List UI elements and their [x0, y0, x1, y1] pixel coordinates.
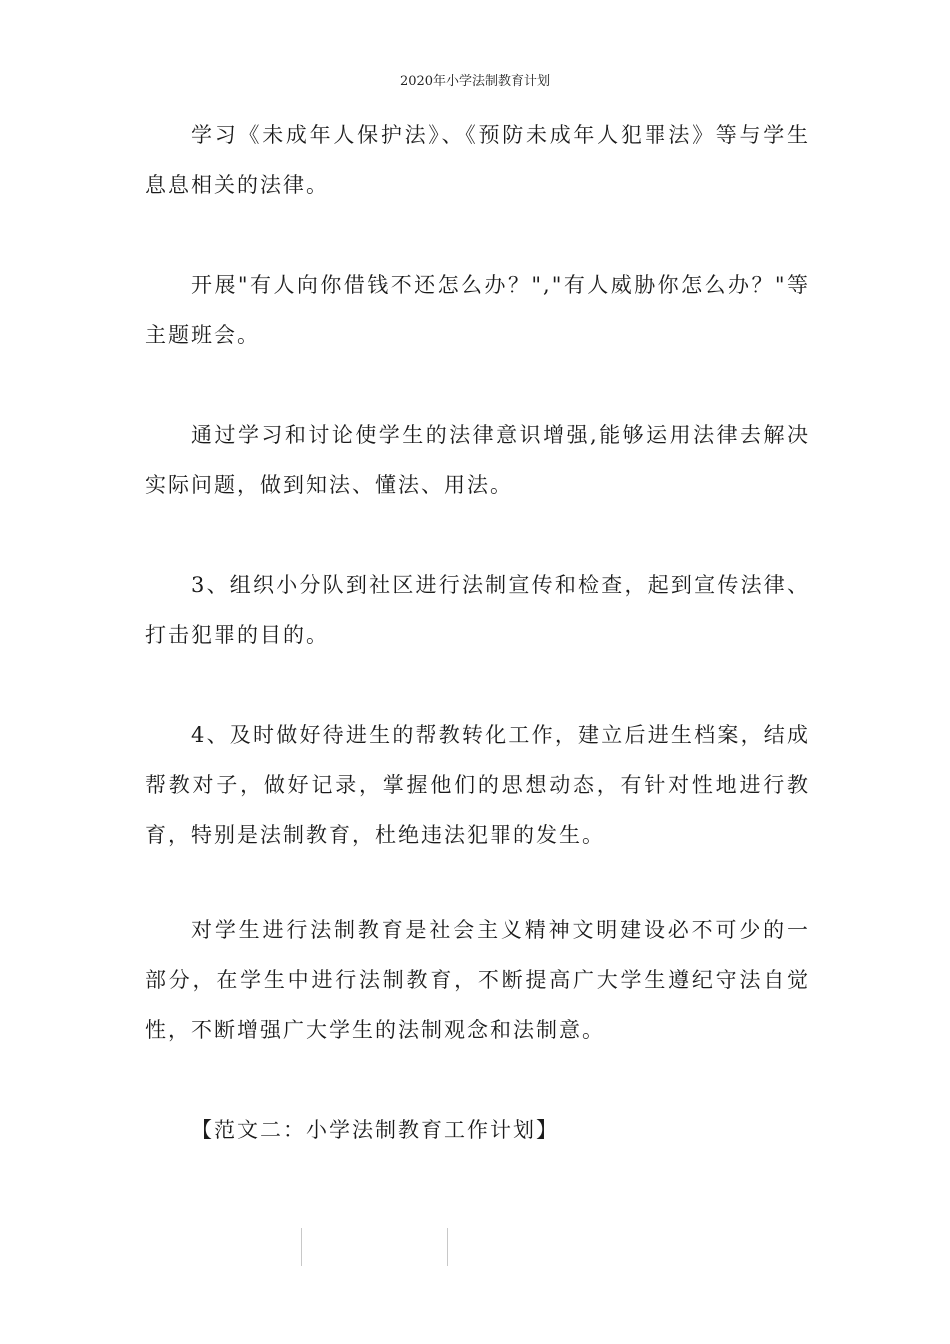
paragraph-4: 3、组织小分队到社区进行法制宣传和检查，起到宣传法律、打击犯罪的目的。 — [145, 573, 810, 647]
table-border-left — [301, 1228, 302, 1266]
page-header-title: 2020年小学法制教育计划 — [399, 74, 551, 89]
paragraph-2: 开展"有人向你借钱不还怎么办？","有人威胁你怎么办？"等主题班会。 — [145, 273, 810, 347]
paragraph-3: 通过学习和讨论使学生的法律意识增强,能够运用法律去解决实际问题，做到知法、懂法、用法。 — [145, 423, 810, 497]
paragraph-6: 对学生进行法制教育是社会主义精神文明建设必不可少的一部分，在学生中进行法制教育，不断提高广大学生遵纪守法自觉性，不断增强广大学生的法制观念和法制意。 — [145, 918, 810, 1042]
section-heading: 【范文二：小学法制教育工作计划】 — [191, 1118, 559, 1142]
table-border-right — [447, 1228, 448, 1266]
paragraph-5: 4、及时做好待进生的帮教转化工作，建立后进生档案，结成帮教对子，做好记录，掌握他们的思想动态，有针对性地进行教育，特别是法制教育，杜绝违法犯罪的发生。 — [145, 723, 810, 847]
paragraph-1: 学习《未成年人保护法》、《预防未成年人犯罪法》等与学生息息相关的法律。 — [145, 123, 810, 197]
